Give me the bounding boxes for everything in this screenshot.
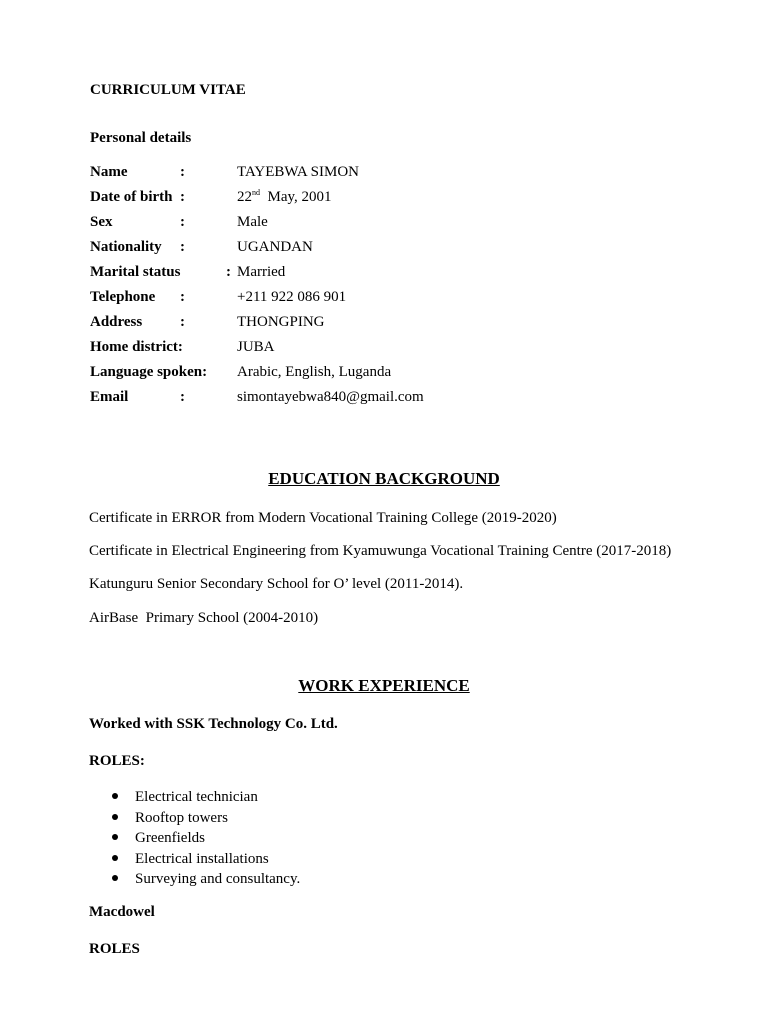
- roles-label: ROLES:: [89, 753, 145, 769]
- bullet-icon: [112, 855, 118, 861]
- list-item: [112, 787, 300, 808]
- education-item: Katunguru Senior Secondary School for O’ level (2011-2014).: [89, 576, 464, 592]
- name-colon: :: [180, 164, 185, 180]
- telephone-value: +211 922 086 901: [237, 289, 347, 305]
- email-label: Email: [90, 389, 129, 405]
- address-colon: :: [180, 314, 185, 330]
- role-text: Greenfields: [135, 830, 205, 846]
- email-value: simontayebwa840@gmail.com: [237, 389, 424, 405]
- roles-list: [112, 787, 300, 890]
- home-district-value: JUBA: [237, 339, 275, 355]
- telephone-colon: :: [180, 289, 185, 305]
- dob-suffix: nd: [252, 188, 260, 197]
- sex-colon: :: [180, 214, 185, 230]
- name-label: Name: [90, 164, 128, 180]
- education-item: Certificate in Electrical Engineering from Kyamuwunga Vocational Training Centre (2017-2018): [89, 543, 672, 559]
- bullet-icon: [112, 814, 118, 820]
- language-label: Language spoken:: [90, 364, 208, 380]
- address-value: THONGPING: [237, 314, 325, 330]
- marital-status-value: Married: [237, 264, 286, 280]
- dob-rest: May, 2001: [260, 189, 332, 205]
- document-title: CURRICULUM VITAE: [90, 82, 246, 98]
- nationality-label: Nationality: [90, 239, 162, 255]
- nationality-value: UGANDAN: [237, 239, 313, 255]
- personal-details-heading: Personal details: [90, 130, 192, 146]
- email-colon: :: [180, 389, 185, 405]
- role-text: Electrical installations: [135, 850, 269, 867]
- education-heading: EDUCATION BACKGROUND: [268, 469, 500, 488]
- employer-name: Macdowel: [89, 904, 155, 920]
- marital-status-colon: :: [226, 264, 231, 280]
- marital-status-label: Marital status: [90, 264, 181, 280]
- role-text: Surveying and consultancy.: [135, 871, 301, 887]
- telephone-label: Telephone: [90, 289, 156, 305]
- role-text: Rooftop towers: [135, 809, 228, 826]
- dob-colon: :: [180, 189, 185, 205]
- sex-value: Male: [237, 214, 268, 230]
- bullet-icon: [112, 875, 118, 881]
- education-item: AirBase Primary School (2004-2010): [89, 610, 319, 626]
- dob-day: 22: [237, 189, 252, 205]
- work-experience-heading: WORK EXPERIENCE: [298, 676, 470, 695]
- nationality-colon: :: [180, 239, 185, 255]
- dob-label: Date of birth: [90, 189, 173, 205]
- roles-label: ROLES: [89, 941, 140, 957]
- bullet-icon: [112, 793, 118, 799]
- bullet-icon: [112, 834, 118, 840]
- home-district-label: Home district:: [90, 339, 183, 355]
- sex-label: Sex: [90, 214, 113, 230]
- language-value: Arabic, English, Luganda: [237, 364, 392, 380]
- list-item: [112, 869, 300, 890]
- list-item: [112, 849, 300, 870]
- list-item: [112, 808, 300, 829]
- address-label: Address: [90, 314, 143, 330]
- employer-name: Worked with SSK Technology Co. Ltd.: [89, 716, 338, 732]
- role-text: Electrical technician: [135, 789, 258, 805]
- list-item: [112, 828, 300, 849]
- dob-value: [237, 188, 332, 206]
- education-item: Certificate in ERROR from Modern Vocational Training College (2019-2020): [89, 510, 557, 526]
- name-value: TAYEBWA SIMON: [237, 164, 360, 180]
